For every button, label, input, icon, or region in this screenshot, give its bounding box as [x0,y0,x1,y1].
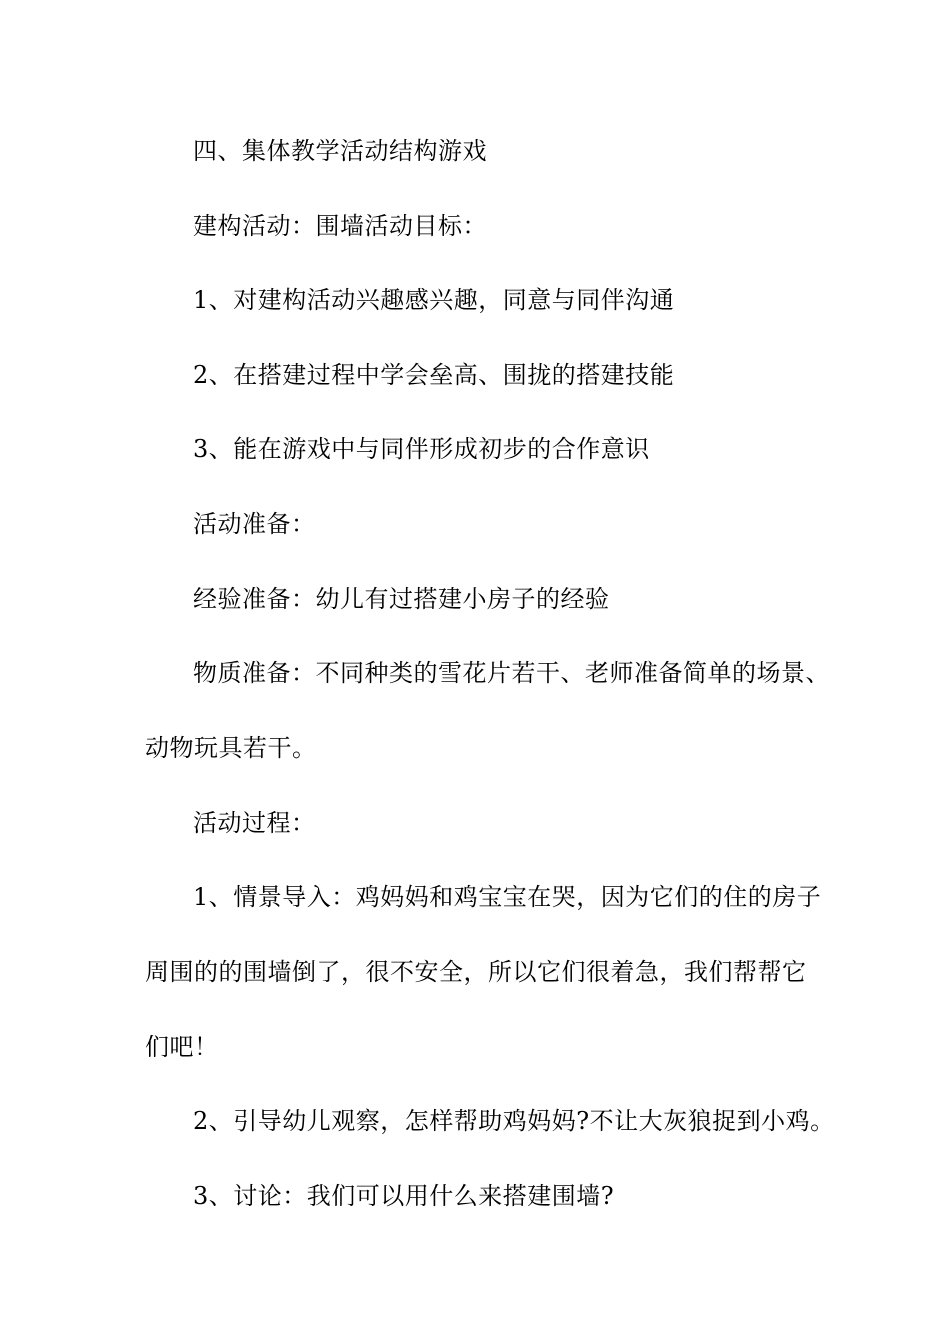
paragraph-step-3: 3、讨论：我们可以用什么来搭建围墙? [193,1182,615,1210]
paragraph-activity-goals: 建构活动：围墙活动目标： [193,212,487,240]
paragraph-preparation: 活动准备： [193,510,316,538]
paragraph-step-1-end: 们吧！ [145,1033,219,1061]
paragraph-step-1-cont: 周围的的围墙倒了，很不安全，所以它们很着急，我们帮帮它 [145,958,807,986]
paragraph-goal-2: 2、在搭建过程中学会垒高、围拢的搭建技能 [193,361,675,389]
section-heading: 四、集体教学活动结构游戏 [193,137,487,165]
paragraph-experience-prep: 经验准备：幼儿有过搭建小房子的经验 [193,585,610,613]
paragraph-process: 活动过程： [193,809,316,837]
paragraph-step-2: 2、引导幼儿观察，怎样帮助鸡妈妈?不让大灰狼捉到小鸡。 [193,1107,835,1135]
paragraph-step-1: 1、情景导入：鸡妈妈和鸡宝宝在哭，因为它们的住的房子 [193,883,822,911]
paragraph-goal-3: 3、能在游戏中与同伴形成初步的合作意识 [193,435,650,463]
paragraph-material-prep: 物质准备：不同种类的雪花片若干、老师准备简单的场景、 [193,659,830,687]
paragraph-material-prep-cont: 动物玩具若干。 [145,734,317,762]
paragraph-goal-1: 1、对建构活动兴趣感兴趣，同意与同伴沟通 [193,286,675,314]
